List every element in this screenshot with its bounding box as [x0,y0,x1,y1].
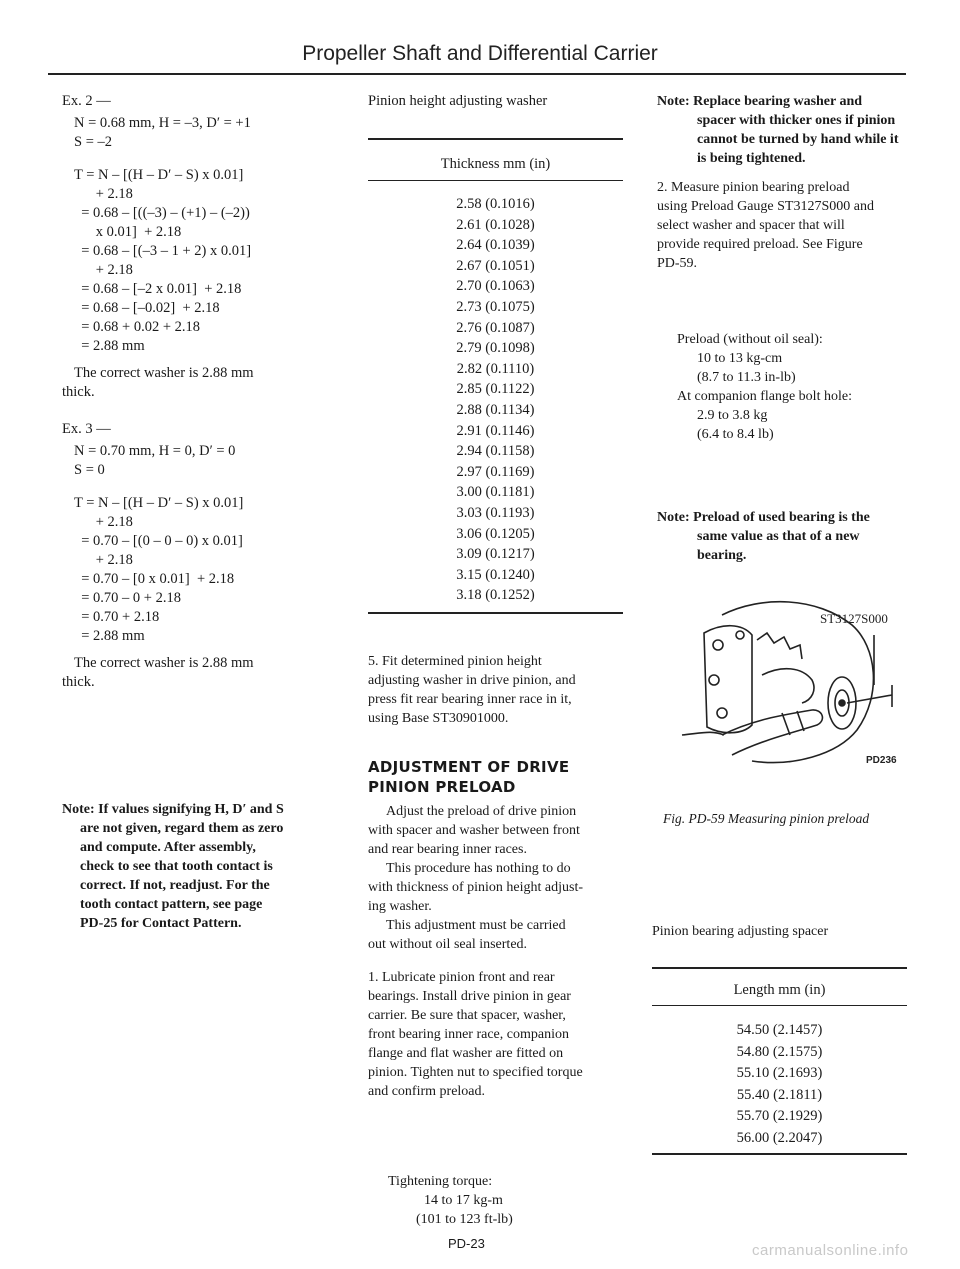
ex2-label: Ex. 2 — [62,93,111,109]
para-line: ing washer. [368,899,432,914]
note-line: is being tightened. [697,151,806,166]
calc-line: = 0.68 – [–2 x 0.01] + 2.18 [74,281,242,297]
table-row: 2.97 (0.1169) [456,463,535,480]
table-row: 2.73 (0.1075) [456,298,535,315]
preload-value: (8.7 to 11.3 in-lb) [697,370,796,385]
preload-label: Preload (without oil seal): [677,332,823,347]
section-body [368,802,628,1101]
table-rule [368,612,623,614]
calc-line: x 0.01] + 2.18 [74,224,182,240]
para-line: and rear bearing inner races. [368,842,527,857]
calc-line: = 0.70 + 2.18 [74,609,160,625]
spacer-table-title: Pinion bearing adjusting spacer [652,924,829,939]
step-line: using Preload Gauge ST3127S000 and [657,199,874,214]
ex2-result-cont: thick. [62,384,95,400]
bolt-hole [736,631,744,639]
table-row: 3.15 (0.1240) [456,566,535,583]
step-line: flange and flat washer are fitted on [368,1046,564,1061]
pinion-nut [839,700,845,706]
step-line: PD-59. [657,256,698,271]
right-note-mid [657,508,912,565]
page-number: PD-23 [448,1236,485,1251]
table-row: 3.03 (0.1193) [456,504,535,521]
table-row: 2.61 (0.1028) [456,216,535,233]
calc-line: T = N – [(H – D′ – S) x 0.01] [74,167,244,183]
flange-value: 2.9 to 3.8 kg [697,408,768,423]
step-line: using Base ST30901000. [368,711,509,726]
table-row: 3.09 (0.1217) [456,546,535,563]
calc-line: = 0.68 – [(–3 – 1 + 2) x 0.01] [74,243,252,259]
step-line: and confirm preload. [368,1084,486,1099]
calc-line: = 0.70 – [0 x 0.01] + 2.18 [74,571,235,587]
calc-line: = 0.68 + 0.02 + 2.18 [74,319,201,335]
note-line: Note: If values signifying H, D′ and S [62,802,284,817]
note-line: spacer with thicker ones if pinion [697,113,896,128]
table-row: 55.70 (2.1929) [736,1108,823,1124]
table-row: 2.64 (0.1039) [456,237,535,254]
note-line: cannot be turned by hand while it [697,132,899,147]
bolt-hole [709,675,719,685]
step-5 [368,652,628,728]
table-row: 2.94 (0.1158) [456,443,535,460]
ex3-label: Ex. 3 — [62,421,111,437]
para-line: out without oil seal inserted. [368,937,528,952]
step-line: bearings. Install drive pinion in gear [368,989,571,1004]
table-row: 2.67 (0.1051) [456,257,535,274]
step-line: provide required preload. See Figure [657,237,863,252]
table-row: 55.10 (2.1693) [736,1065,823,1081]
torque-value: 14 to 17 kg-m [424,1193,503,1208]
table-row: 54.50 (2.1457) [736,1022,823,1038]
step-2 [657,178,912,273]
table-rule [368,138,623,140]
bolt-hole [717,708,727,718]
spacer-table-body [652,1020,907,1149]
ex3-vars-2: S = 0 [74,462,105,478]
calc-line: T = N – [(H – D′ – S) x 0.01] [74,495,244,511]
preload-value: 10 to 13 kg-cm [697,351,783,366]
step-line: pinion. Tighten nut to specified torque [368,1065,583,1080]
section-title [368,757,628,797]
figure-number: Fig. PD-59 [663,811,725,826]
step-line: carrier. Be sure that spacer, washer, [368,1008,566,1023]
calc-line: = 0.68 – [((–3) – (+1) – (–2)) [74,205,250,221]
figure-title: Measuring pinion preload [727,811,870,826]
gauge-arm [847,695,892,703]
para-line: This procedure has nothing to do [386,861,571,876]
table-row: 3.18 (0.1252) [456,587,535,604]
table-row: 55.40 (2.1811) [736,1086,823,1103]
preload-gauge-figure [652,585,912,775]
note-line: check to see that tooth contact is [80,859,273,874]
washer-table-title: Pinion height adjusting washer [368,93,548,109]
carrier-flange [704,626,752,733]
para-line: with thickness of pinion height adjust- [368,880,584,895]
table-row: 2.58 (0.1016) [456,196,535,212]
table-row: 2.91 (0.1146) [456,422,535,439]
para-line: This adjustment must be carried [386,918,566,933]
header-rule [48,73,906,75]
calc-line: = 0.70 – 0 + 2.18 [74,590,181,606]
ex2-vars-1: N = 0.68 mm, H = –3, D′ = +1 [74,115,251,131]
left-note [62,800,347,933]
torque-label: Tightening torque: [388,1174,493,1189]
right-note-top [657,92,912,168]
step-line: 2. Measure pinion bearing preload [657,180,850,195]
calc-line: + 2.18 [74,552,133,568]
calc-line: = 2.88 mm [74,338,145,354]
calc-line: + 2.18 [74,186,133,202]
ex3-vars-1: N = 0.70 mm, H = 0, D′ = 0 [74,443,236,459]
step-line: 1. Lubricate pinion front and rear [368,970,555,985]
note-line: and compute. After assembly, [80,840,256,855]
table-row: 54.80 (2.1575) [736,1043,823,1060]
step-line: select washer and spacer that will [657,218,845,233]
table-row: 2.88 (0.1134) [456,401,535,418]
section-title-line: PINION PRELOAD [368,778,516,796]
table-row: 3.00 (0.1181) [456,484,535,501]
table-row: 3.06 (0.1205) [456,525,535,542]
table-row: 2.82 (0.1110) [456,360,535,377]
gear-body [762,669,814,703]
preload-spec [677,330,917,444]
step-line: press fit rear bearing inner race in it, [368,692,572,707]
ex3-result: The correct washer is 2.88 mm [74,655,254,671]
table-row: 2.79 (0.1098) [456,340,535,357]
ex2-vars-2: S = –2 [74,134,112,150]
page-header: Propeller Shaft and Differential Carrier [302,42,658,65]
note-line: correct. If not, readjust. For the [80,878,270,893]
step-line: adjusting washer in drive pinion, and [368,673,576,688]
note-line: tooth contact pattern, see page [80,897,263,912]
table-rule [652,1153,907,1155]
note-line: are not given, regard them as zero [80,821,284,836]
calc-line: = 2.88 mm [74,628,145,644]
note-line: Note: Replace bearing washer and [657,94,863,109]
step-line: 5. Fit determined pinion height [368,654,542,669]
calc-line: = 0.68 – [–0.02] + 2.18 [74,300,220,316]
flange-value: (6.4 to 8.4 lb) [697,427,774,442]
para-line: with spacer and washer between front [368,823,580,838]
section-title-line: ADJUSTMENT OF DRIVE [368,758,570,776]
wrist [682,732,724,735]
para-line: Adjust the preload of drive pinion [386,804,577,819]
bolt-hole [713,640,723,650]
table-rule [368,180,623,181]
watermark: carmanualsonline.info [752,1242,909,1259]
ring-gear [757,633,802,659]
spacer-table-header: Length mm (in) [733,982,826,998]
figure-code: PD236 [866,755,897,766]
calc-line: + 2.18 [74,514,133,530]
calc-line: + 2.18 [74,262,133,278]
table-rule [652,967,907,969]
ex3-calculation [74,494,342,646]
table-row: 2.76 (0.1087) [456,319,535,336]
note-line: same value as that of a new bearing. [697,529,860,563]
ex3-result-cont: thick. [62,674,95,690]
washer-table-header: Thickness mm (in) [440,156,551,172]
table-row: 2.85 (0.1122) [456,381,535,398]
table-row: 2.70 (0.1063) [456,278,535,295]
note-line: Note: Preload of used bearing is the [657,510,870,525]
ex2-calculation [74,166,342,356]
table-rule [652,1005,907,1006]
step-line: front bearing inner race, companion [368,1027,569,1042]
torque-value: (101 to 123 ft-lb) [416,1212,513,1227]
calc-line: = 0.70 – [(0 – 0 – 0) x 0.01] [74,533,243,549]
figure-caption [663,811,918,827]
ex2-result: The correct washer is 2.88 mm [74,365,254,381]
torque-spec [388,1172,628,1229]
tool-label: ST3127S000 [820,611,888,626]
left-column [62,92,342,692]
table-row: 56.00 (2.2047) [736,1129,823,1146]
note-line: PD-25 for Contact Pattern. [80,916,242,931]
washer-table-body [368,194,623,606]
flange-label: At companion flange bolt hole: [677,389,852,404]
